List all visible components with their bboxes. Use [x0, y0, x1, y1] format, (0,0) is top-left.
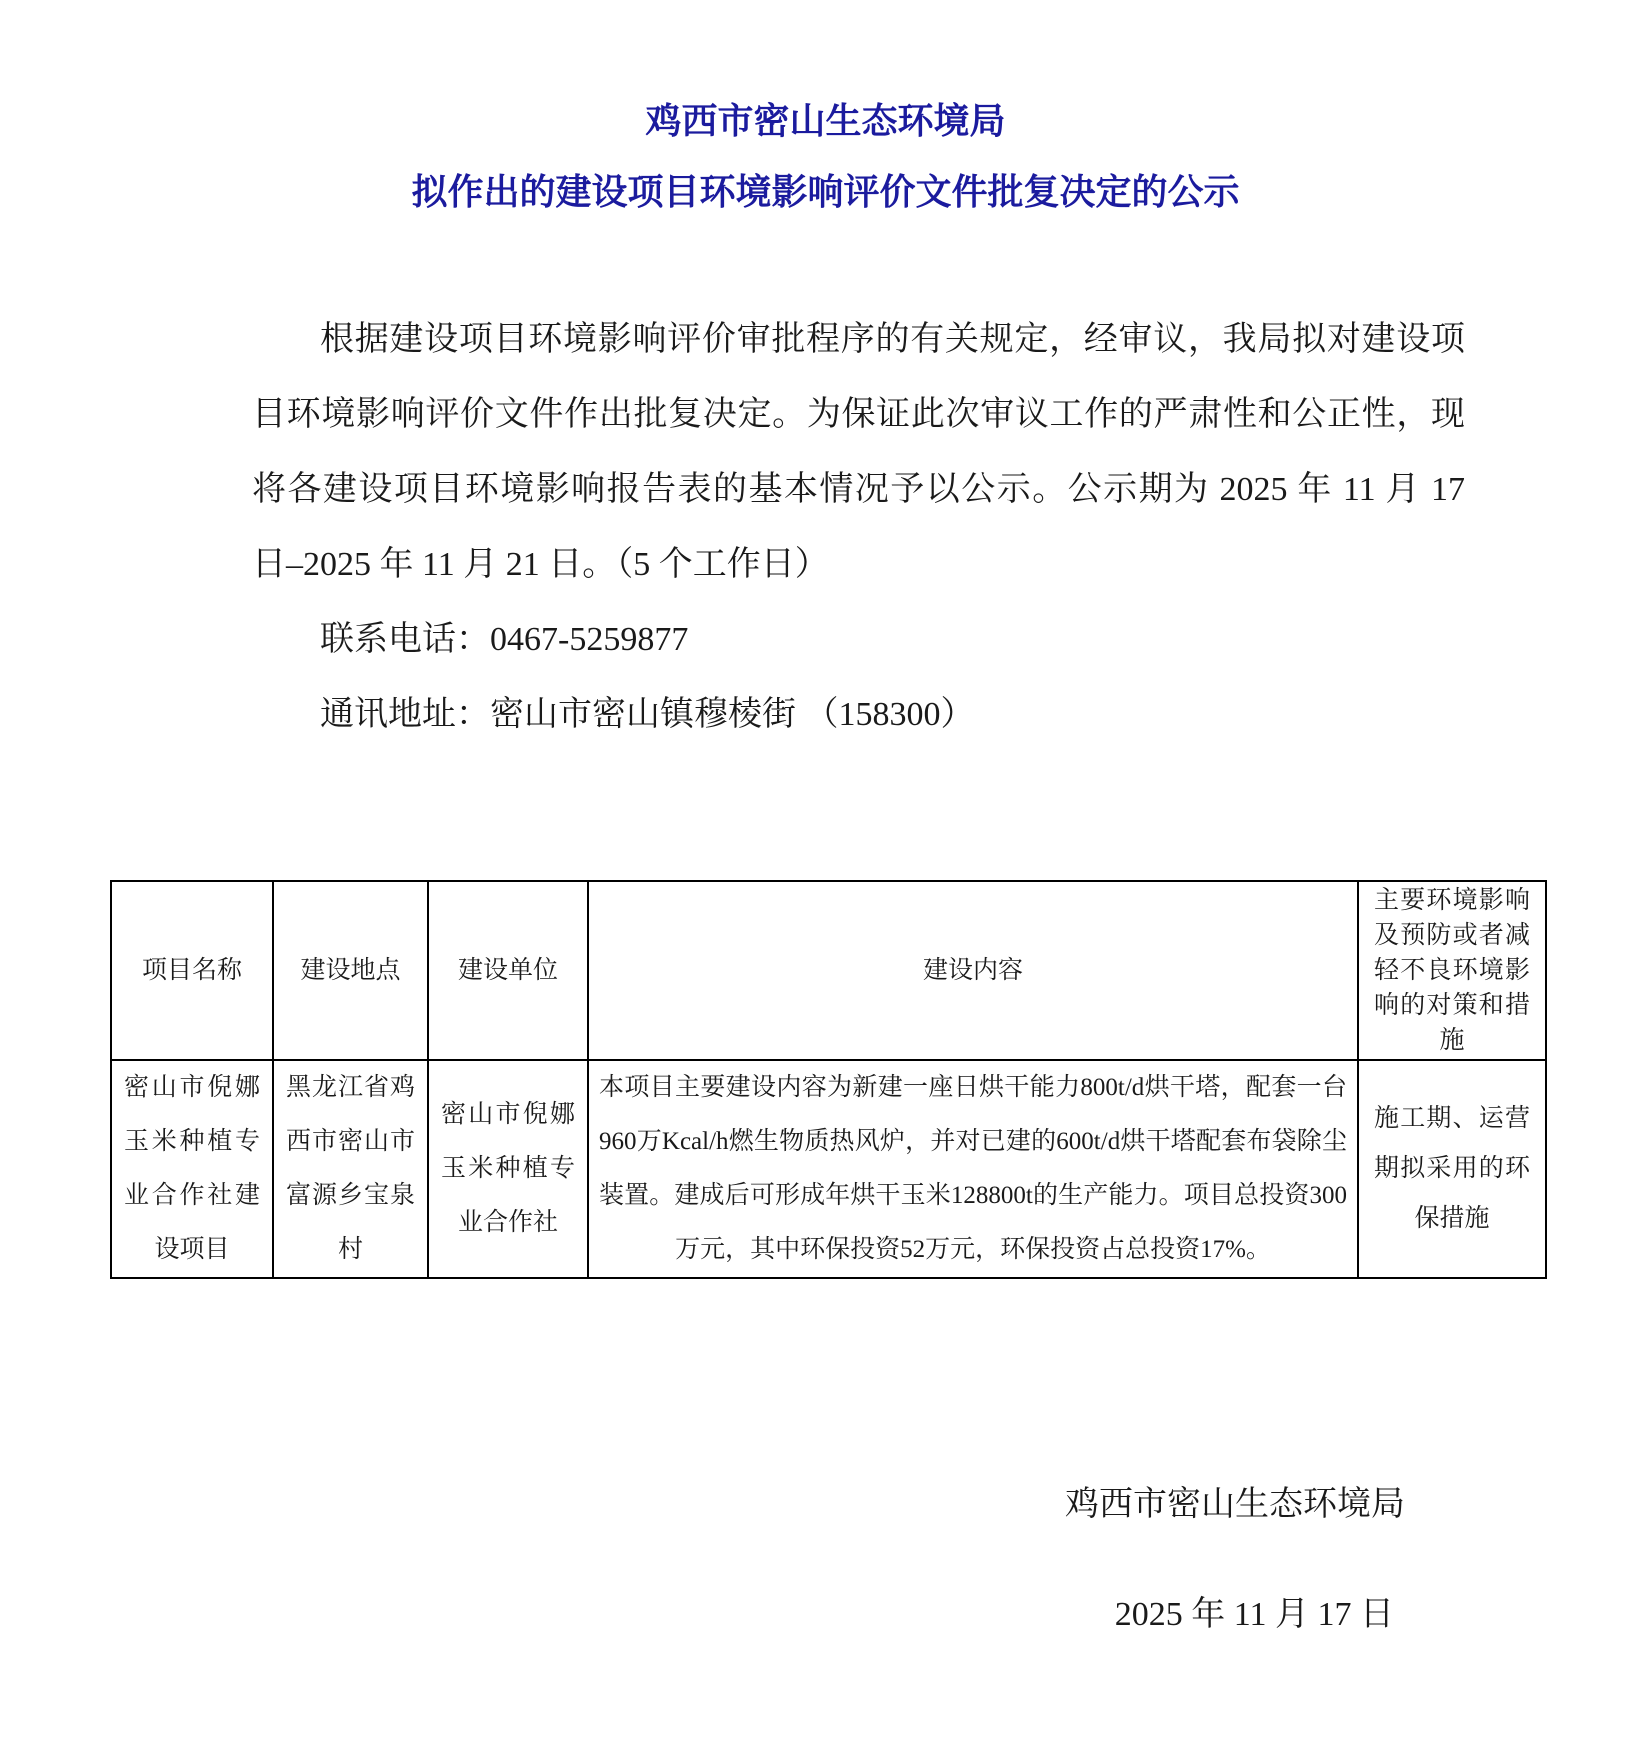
header-project-name: 项目名称	[111, 881, 273, 1060]
intro-paragraph: 根据建设项目环境影响评价审批程序的有关规定，经审议，我局拟对建设项目环境影响评价文件作出批复决定。为保证此次审议工作的严肃性和公正性，现将各建设项目环境影响报告表的基本情况予以公示。公示期为 2025 年 11 月 17 日–2025 年 11 月 21 日。（5 个工作日）	[252, 321, 1465, 583]
document-title-line1: 鸡西市密山生态环境局	[645, 101, 1006, 141]
cell-builder: 密山市倪娜玉米种植专业合作社	[428, 1060, 588, 1278]
header-location: 建设地点	[273, 881, 428, 1060]
cell-project-name: 密山市倪娜玉米种植专业合作社建设项目	[111, 1060, 273, 1278]
cell-measures: 施工期、运营期拟采用的环保措施	[1358, 1060, 1546, 1278]
footer-organization: 鸡西市密山生态环境局	[1065, 1486, 1405, 1523]
cell-location: 黑龙江省鸡西市密山市富源乡宝泉村	[273, 1060, 428, 1278]
projects-table	[110, 880, 1547, 1279]
footer-date: 2025 年 11 月 17 日	[1114, 1596, 1394, 1633]
document-body	[252, 302, 1465, 752]
header-content: 建设内容	[588, 881, 1358, 1060]
cell-content: 本项目主要建设内容为新建一座日烘干能力800t/d烘干塔，配套一台960万Kcal/h燃生物质热风炉，并对已建的600t/d烘干塔配套布袋除尘装置。建成后可形成年烘干玉米128800t的生产能力。项目总投资300万元，其中环保投资52万元，环保投资占总投资17%。	[588, 1060, 1358, 1278]
contact-phone-line: 联系电话：0467-5259877	[320, 621, 689, 658]
header-builder: 建设单位	[428, 881, 588, 1060]
contact-address-line: 通讯地址：密山市密山镇穆棱街 （158300）	[320, 696, 975, 733]
header-measures: 主要环境影响及预防或者减轻不良环境影响的对策和措施	[1358, 881, 1546, 1060]
table-row	[111, 1060, 1546, 1278]
table-header-row	[111, 881, 1546, 1060]
document-title-line2: 拟作出的建设项目环境影响评价文件批复决定的公示	[411, 172, 1240, 212]
